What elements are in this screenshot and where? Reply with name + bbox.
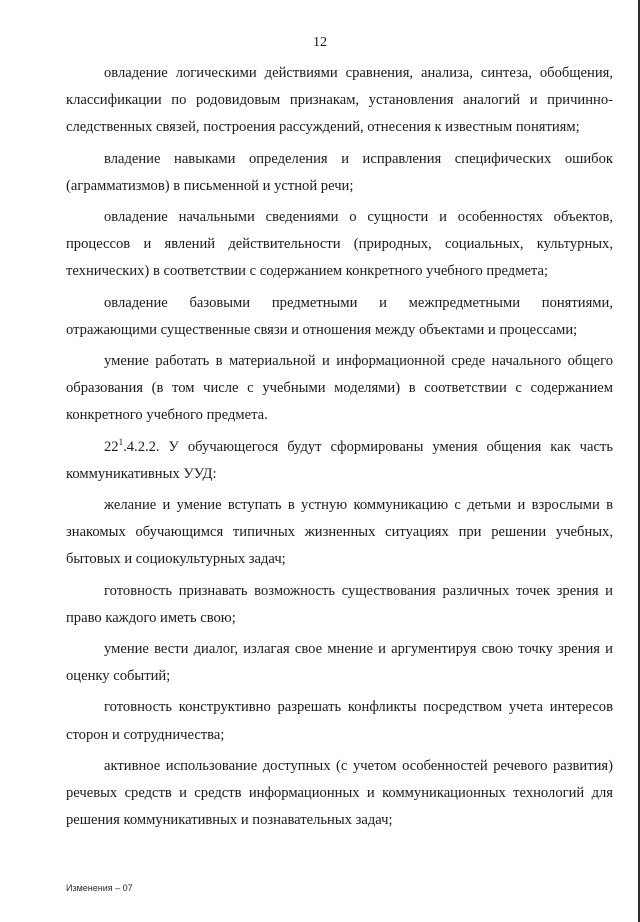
section-number: 22 bbox=[104, 438, 119, 455]
paragraph-conflict-resolution: готовность конструктивно разрешать конфликты посредством учета интересов сторон и сотрудничества; bbox=[66, 699, 613, 743]
paragraph-subject-concepts: овладение базовыми предметными и межпредметными понятиями, отражающими существенные связи и отношения между объектами и процессами; bbox=[66, 294, 613, 338]
paragraph-oral-communication: желание и умение вступать в устную коммуникацию с детьми и взрослыми в знакомых обучающимся типичных жизненных ситуациях при решении учебных, бытовых и социокультурных задач; bbox=[66, 497, 613, 568]
paragraph-dialogue: умение вести диалог, излагая свое мнение и аргументируя свою точку зрения и оценку событий; bbox=[66, 641, 613, 685]
section-text: .4.2.2. У обучающегося будут сформированы умения общения как часть коммуникативных УУД: bbox=[66, 438, 613, 482]
paragraph-error-correction: владение навыками определения и исправления специфических ошибок (аграмматизмов) в письменной и устной речи; bbox=[66, 150, 613, 194]
paragraph-points-of-view: готовность признавать возможность существования различных точек зрения и право каждого иметь свою; bbox=[66, 582, 613, 626]
page-number: 12 bbox=[313, 35, 327, 50]
paragraph-speech-means: активное использование доступных (с учетом особенностей речевого развития) речевых средств и средств информационных и коммуникационных технологий для решения коммуникативных и познавательных задач; bbox=[66, 757, 613, 829]
body-text bbox=[66, 60, 613, 834]
page-footer: Изменения – 07 bbox=[66, 883, 133, 893]
paragraph-basic-knowledge: овладение начальными сведениями о сущности и особенностях объектов, процессов и явлений действительности (природных, социальных, культурных, технических) в соответствии с содержанием конкретного учебного предмета; bbox=[66, 209, 613, 280]
paragraph-information-environment: умение работать в материальной и информационной среде начального общего образования (в том числе с учебными моделями) в соответствии с содержанием конкретного учебного предмета. bbox=[66, 353, 613, 424]
section-superscript: 1 bbox=[118, 436, 124, 447]
paragraph-logical-actions: овладение логическими действиями сравнения, анализа, синтеза, обобщения, классификации по родовидовым признакам, установления аналогий и причинно-следственных связей, построения рассуждений, отнесения к известным понятиям; bbox=[66, 65, 613, 136]
paragraph-section-22-4-2-2 bbox=[66, 434, 613, 488]
